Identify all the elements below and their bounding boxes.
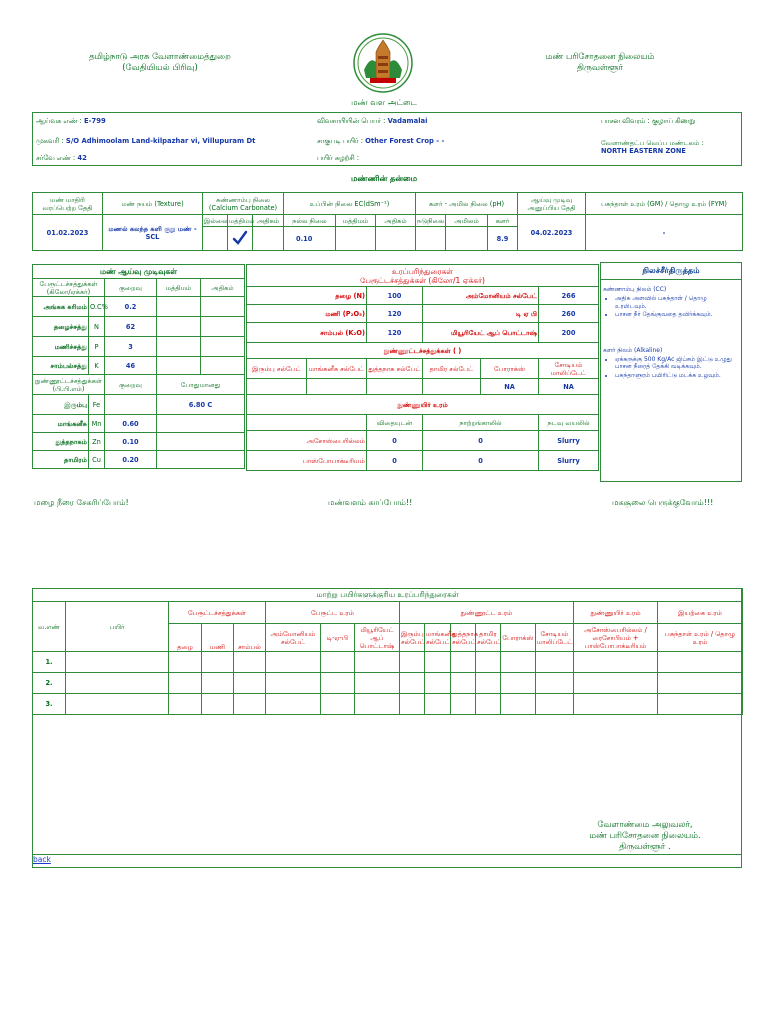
k-value: 46 xyxy=(105,357,157,375)
azo-field: Slurry xyxy=(539,431,599,451)
n-label: தழைச்சத்து xyxy=(33,317,89,337)
texture-value: மணல் கலந்த களி குறு மண் - SCL xyxy=(103,215,203,251)
dept-line2: (வேதியியல் பிரிவு) xyxy=(122,63,198,73)
alt-h-bio: நுண்ணுயிர் உரம் xyxy=(574,602,658,624)
ec-medium: மத்திமம் xyxy=(336,215,376,227)
crop: சாகுபடி பயிர் : Other Forest Crop - - xyxy=(317,137,445,145)
soil-reclamation-box xyxy=(600,262,742,482)
zn-unit: Zn xyxy=(89,433,105,451)
alt-s-mop: மியூரியேட் ஆப் பொட்டாஷ் xyxy=(355,624,400,652)
p-value: 3 xyxy=(105,337,157,357)
cc-heading: சுண்ணாம்பு நிலம் (CC) xyxy=(603,286,667,293)
n-value: 62 xyxy=(105,317,157,337)
lab-number: ஆய்வக எண் : E-799 xyxy=(36,117,106,125)
m-fe: இரும்பு சல்பேட் xyxy=(247,359,307,379)
reco-dap-value: 260 xyxy=(539,305,599,323)
farmer-name: விவசாயியின் பெயர் : Vadamalai xyxy=(317,117,428,125)
alt-s-n: தழை xyxy=(169,624,202,652)
survey-number: சர்வே எண் : 42 xyxy=(36,154,87,162)
h-report-date: ஆய்வு முடிவு அனுப்பிய தேதி xyxy=(518,193,586,215)
alt-s-dap: டி-ஏ-பி xyxy=(321,624,355,652)
h-texture: மண் நயம் (Texture) xyxy=(103,193,203,215)
h-enough: போதுமானது xyxy=(157,375,245,395)
ec-good: நல்ல நிலை xyxy=(284,215,336,227)
alt-s-p: மணி xyxy=(202,624,234,652)
mn-label: மாங்கனீசு xyxy=(33,415,89,433)
b-nursery: நாற்றங்காலில் xyxy=(423,415,539,431)
h-micro: நுண்ணூட்டச்சத்துக்கள் (பி.பி.எம்) xyxy=(33,375,105,395)
slogan-yield: மகசூலை பெருக்குவோம்!!! xyxy=(612,498,714,507)
k-unit: K xyxy=(89,357,105,375)
h-sample-date: மண் மாதிரி வரப்பெற்ற தேதி xyxy=(33,193,103,215)
reco-n-value: 100 xyxy=(367,287,423,305)
reco-title: உரப்பரிந்துரைகள் பேரூட்டச்சத்துக்கள் (கிலோ/1 ஏக்கர்) xyxy=(247,265,599,287)
sign-line1: வேளாண்மை அலுவலர், xyxy=(597,820,693,830)
ph-value: 8.9 xyxy=(488,227,518,251)
zn-label: துத்தநாகம் xyxy=(33,433,89,451)
phos-seed: 0 xyxy=(367,451,423,471)
alt-s-zn: துத்தநாக சல்பேட் xyxy=(451,624,476,652)
address-value: S/O Adhimoolam Land-kilpazhar vi, Villupuram Dt xyxy=(65,137,256,145)
lab-number-value: E-799 xyxy=(84,117,106,125)
slogan-rain: மழை நீரை சேகரிப்போம்! xyxy=(34,498,129,507)
cc-tip-1: • அதிக அளவில் பசுந்தாள் / தொழு உரமிடவும். xyxy=(615,295,739,310)
reco-p-label: மணி (P₂O₅) xyxy=(247,305,367,323)
alternate-crops-table xyxy=(32,588,743,715)
row-number: 1. xyxy=(33,652,66,673)
cu-unit: Cu xyxy=(89,451,105,469)
soil-section-title: மண்ணின் தன்மை xyxy=(350,174,418,183)
sign-line2: மண் பரிசோதனை நிலையம். xyxy=(589,831,701,841)
sign-line3: திருவள்ளூர் . xyxy=(619,842,671,852)
slogan-soil: மண்வளம் காப்போம்!! xyxy=(328,498,413,507)
ph-alkaline: களர் xyxy=(488,215,518,227)
alt-s-org: பசுந்தாள் உரம் / தொழு உரம் xyxy=(658,624,743,652)
calcium-high: அதிகம் xyxy=(253,215,284,227)
reco-p-value: 120 xyxy=(367,305,423,323)
h-medium: மத்திமம் xyxy=(157,279,201,297)
alt-title: மாற்று பயிர்களுக்குரிய உரப்பரிந்துரைகள் xyxy=(33,589,743,602)
ec-high: அதிகம் xyxy=(376,215,416,227)
m-borax: போராக்ஸ் xyxy=(481,359,539,379)
results-title: மண் ஆய்வு முடிவுகள் xyxy=(33,265,245,279)
farmer-name-value: Vadamalai xyxy=(387,117,428,125)
alt-s-mo: சோடியம் மாலிப்டேட் xyxy=(536,624,574,652)
reco-as-value: 266 xyxy=(539,287,599,305)
m-cu: தாமிர சல்பேட் xyxy=(423,359,481,379)
station-line1: மண் பரிசோதனை நிலையம் xyxy=(545,52,655,62)
alt-h-crop: பயிர் xyxy=(66,602,169,652)
h-low2: குறைவு xyxy=(105,375,157,395)
reco-mop-label: மியூரியேட் ஆப் பொட்டாஷ் xyxy=(423,323,539,343)
test-results-table xyxy=(32,264,245,469)
report-date-value: 04.02.2023 xyxy=(518,215,586,251)
oc-unit: O.C% xyxy=(89,297,105,317)
zn-value: 0.10 xyxy=(105,433,157,451)
back-link[interactable]: back xyxy=(33,855,51,864)
m-borax-value: NA xyxy=(481,379,539,395)
dept-line1: தமிழ்நாடு அரசு வேளாண்மைத்துறை xyxy=(89,52,231,62)
station-name xyxy=(500,52,700,74)
crop-value: Other Forest Crop - - xyxy=(365,137,445,145)
alt-s-fe: இரும்பு சல்பேட் xyxy=(400,624,425,652)
station-line2: திருவள்ளூர் xyxy=(576,63,624,73)
phos-label: பாஸ்போபாக்டீரியம் xyxy=(247,451,367,471)
alt-h-micro-fert: நுண்ணூட்ட உரம் xyxy=(400,602,574,624)
bio-title: நுண்ணுயிர் உரம் xyxy=(247,395,599,415)
dept-name xyxy=(60,52,260,74)
reco-k-label: சாம்பல் (K₂O) xyxy=(247,323,367,343)
m-zn: துத்தநாக சல்பேட் xyxy=(367,359,423,379)
fe-label: இரும்பு xyxy=(33,395,89,415)
reclamation-title: நிலச்சீர்திருத்தம் xyxy=(601,263,741,280)
cu-value: 0.20 xyxy=(105,451,157,469)
alt-h-macro: பேரூட்டச்சத்துக்கள் xyxy=(169,602,266,624)
micro-title: நுண்ணூட்டச்சத்துக்கள் ( ) xyxy=(247,343,599,359)
b-field: நடவு வயலில் xyxy=(539,415,599,431)
irrigation-value: குழாய் கிணறு xyxy=(651,117,695,125)
azo-label: அசோஸ்பைரில்லம் xyxy=(247,431,367,451)
alt-s-mn: மாங்கனீசு சல்பேட் xyxy=(425,624,451,652)
cc-tip-2: • பாசன நீர் தேங்குவதை தவிர்க்கவும். xyxy=(615,311,739,319)
phos-field: Slurry xyxy=(539,451,599,471)
fe-unit: Fe xyxy=(89,395,105,415)
h-high: அதிகம் xyxy=(201,279,245,297)
h-low: குறைவு xyxy=(105,279,157,297)
climate-zone: வேளாண்தட்ப வெப்ப மண்டலம் : NORTH EASTERN ZONE xyxy=(601,139,704,155)
ph-acid: அமிலம் xyxy=(446,215,488,227)
crop-rotation: பயிர் சுழற்சி : xyxy=(317,154,360,162)
m-mo: சோடியம் மாலிப்டேட் xyxy=(539,359,599,379)
row-number: 3. xyxy=(33,694,66,715)
azo-seed: 0 xyxy=(367,431,423,451)
manure-value: - xyxy=(586,215,743,251)
table-row xyxy=(33,694,743,715)
mn-value: 0.60 xyxy=(105,415,157,433)
azo-nursery: 0 xyxy=(423,431,539,451)
fe-value: 6.80 C xyxy=(157,395,245,415)
farmer-info-box xyxy=(32,112,742,166)
table-row xyxy=(33,652,743,673)
address: முகவரி : S/O Adhimoolam Land-kilpazhar vi, Villupuram Dt xyxy=(36,137,256,145)
calcium-medium: மத்திமம் xyxy=(229,216,255,225)
alt-h-organic: இயற்கை உரம் xyxy=(658,602,743,624)
p-unit: P xyxy=(89,337,105,357)
alkaline-heading: களர் நிலம் (Alkaline) xyxy=(603,346,663,354)
m-mo-value: NA xyxy=(539,379,599,395)
table-row xyxy=(33,673,743,694)
alt-h-no: வ.எண் xyxy=(33,602,66,652)
phos-nursery: 0 xyxy=(423,451,539,471)
h-calcium: சுண்ணாம்பு நிலை (Calcium Carbonate) xyxy=(203,193,284,215)
h-manure: பசுந்தாள் உரம் (GM) / தொழு உரம் (FYM) xyxy=(586,193,743,215)
officer-signature-block xyxy=(560,820,730,853)
sample-date-value: 01.02.2023 xyxy=(33,215,103,251)
alt-s-bio: அசோஸ்பைரில்லம் / ரைசோபியம் + பாஸ்போபாக்டீரியம் xyxy=(574,624,658,652)
oc-label: அங்கக கரிமம் xyxy=(33,297,89,317)
mn-unit: Mn xyxy=(89,415,105,433)
n-unit: N xyxy=(89,317,105,337)
reco-k-value: 120 xyxy=(367,323,423,343)
b-seed: விதையுடன் xyxy=(367,415,423,431)
irrigation: பாசன விவரம் : குழாய் கிணறு xyxy=(601,117,695,125)
p-label: மணிச்சத்து xyxy=(33,337,89,357)
alkaline-tip-1: • ஏக்கருக்கு 500 Kg/Ac ஜிப்சம் இட்டு உழுது பாசன நீரைத் தேக்கி வடிக்கவும். xyxy=(615,356,739,371)
fertilizer-recommendations-table xyxy=(246,264,599,471)
tamilnadu-emblem-icon xyxy=(352,32,414,94)
reco-mop-value: 200 xyxy=(539,323,599,343)
survey-number-value: 42 xyxy=(77,154,87,162)
ec-value: 0.10 xyxy=(284,227,336,251)
alt-s-borax: போராக்ஸ் xyxy=(501,624,536,652)
row-number: 2. xyxy=(33,673,66,694)
k-label: சாம்பல்சத்து xyxy=(33,357,89,375)
alt-s-cu: தாமிர சல்பேட் xyxy=(476,624,501,652)
h-ph: களர் - அமில நிலை (pH) xyxy=(416,193,518,215)
ph-neutral: நடுநிலை xyxy=(417,216,445,225)
alt-s-as: அம்மோனியம் சல்பேட் xyxy=(266,624,321,652)
h-ec: உப்பின் நிலை EC(dSm⁻¹) xyxy=(284,193,416,215)
calcium-none: இல்லை xyxy=(204,216,228,225)
reco-dap-label: டி ஏ பி xyxy=(423,305,539,323)
alt-h-macro-fert: பேரூட்ட உரம் xyxy=(266,602,400,624)
checkmark-icon xyxy=(228,227,253,251)
oc-value: 0.2 xyxy=(105,297,157,317)
climate-zone-value: NORTH EASTERN ZONE xyxy=(601,147,686,155)
cu-label: தாமிரம் xyxy=(33,451,89,469)
alt-s-k: சாம்பல் xyxy=(234,624,266,652)
reco-n-label: தழை (N) xyxy=(247,287,367,305)
alkaline-tip-2: • பசுந்தாளுரம் பயிரிட்டு மடக்க உழவும். xyxy=(615,372,739,380)
card-title: மண் வள அட்டை xyxy=(351,98,417,107)
m-mn: மாங்கனீசு சல்பேட் xyxy=(307,359,367,379)
reco-as-label: அம்மோனியம் சல்பேட் xyxy=(423,287,539,305)
soil-properties-table xyxy=(32,192,743,251)
h-macro: பேரூட்டச்சத்துக்கள் (கிலோ/ஏக்கர்) xyxy=(33,279,105,297)
